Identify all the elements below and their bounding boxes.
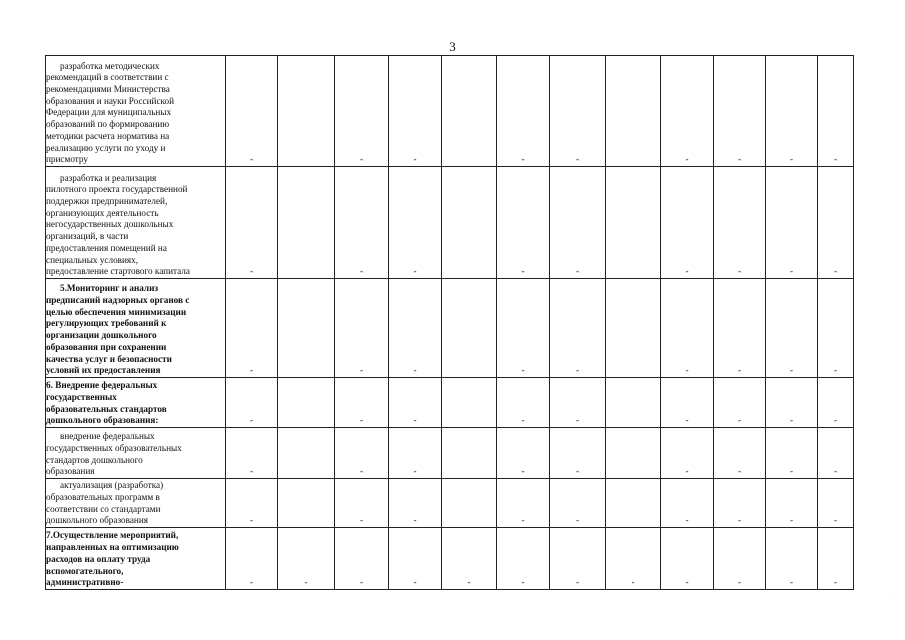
value-cell [442, 279, 497, 378]
description-line: предписаний надзорных органов с [46, 295, 190, 306]
value-cell: - [714, 479, 766, 528]
value-cell: - [661, 428, 714, 479]
value-cell: - [497, 378, 550, 428]
scan-mark: · [893, 590, 895, 596]
table-row [46, 167, 854, 279]
value-cell: - [766, 378, 818, 428]
value-cell: - [818, 378, 854, 428]
value-cell: - [335, 428, 389, 479]
description-line: разработка и реализация [60, 172, 157, 183]
row-description [46, 378, 226, 428]
description-line: качества услуг и безопасности [46, 353, 172, 364]
description-line: организаций, в части [46, 231, 129, 242]
value-cell: - [714, 428, 766, 479]
value-cell: - [550, 56, 606, 167]
value-cell [278, 167, 335, 279]
value-cell: - [766, 428, 818, 479]
value-cell: - [714, 378, 766, 428]
row-description [46, 479, 226, 528]
value-cell [442, 167, 497, 279]
value-cell: - [818, 428, 854, 479]
value-cell [606, 428, 661, 479]
value-cell: - [226, 428, 278, 479]
value-cell [606, 167, 661, 279]
value-cell: - [389, 428, 442, 479]
value-cell: - [550, 378, 606, 428]
description-line: пилотного проекта государственной [46, 184, 188, 195]
value-cell: - [661, 167, 714, 279]
description-line: присмотру [46, 154, 88, 165]
description-line: дошкольного образования [46, 515, 148, 526]
value-cell [442, 378, 497, 428]
description-line: административно- [46, 577, 124, 588]
description-line: направленных на оптимизацию [46, 542, 179, 553]
value-cell: - [550, 167, 606, 279]
value-cell: - [389, 279, 442, 378]
description-line: образования [46, 466, 95, 477]
value-cell: - [497, 279, 550, 378]
description-line: вспомогательного, [46, 565, 124, 576]
value-cell [606, 279, 661, 378]
row-description [46, 428, 226, 479]
description-line: соответствии со стандартами [46, 503, 161, 514]
plan-table [45, 55, 854, 590]
value-cell [278, 56, 335, 167]
description-line: государственных образовательных [46, 442, 182, 453]
row-description [46, 56, 226, 167]
value-cell: - [389, 479, 442, 528]
description-line: 5.Мониторинг и анализ [60, 283, 159, 294]
value-cell: - [766, 56, 818, 167]
row-description [46, 167, 226, 279]
value-cell [442, 428, 497, 479]
description-line: образовательных стандартов [46, 403, 167, 414]
value-cell: - [226, 528, 278, 590]
value-cell: - [226, 279, 278, 378]
description-line: поддержки предпринимателей, [46, 196, 168, 207]
table-row [46, 528, 854, 590]
description-line: актуализация (разработка) [60, 480, 164, 491]
description-line: образований по формированию [46, 119, 170, 130]
value-cell: - [389, 167, 442, 279]
table-body [46, 56, 854, 590]
value-cell: - [335, 279, 389, 378]
value-cell: - [335, 56, 389, 167]
value-cell: - [550, 279, 606, 378]
value-cell: - [818, 167, 854, 279]
value-cell: - [661, 56, 714, 167]
value-cell [606, 378, 661, 428]
description-line: условий их предоставления [46, 365, 161, 376]
value-cell: - [497, 528, 550, 590]
value-cell: - [497, 479, 550, 528]
value-cell: - [661, 479, 714, 528]
value-cell: - [714, 167, 766, 279]
value-cell: - [661, 279, 714, 378]
description-line: дошкольного образования: [46, 415, 159, 426]
value-cell: - [335, 528, 389, 590]
value-cell: - [714, 56, 766, 167]
value-cell: - [389, 378, 442, 428]
value-cell: - [335, 167, 389, 279]
value-cell: - [818, 279, 854, 378]
value-cell: - [550, 428, 606, 479]
value-cell: - [550, 479, 606, 528]
value-cell: - [389, 56, 442, 167]
description-line: образования и науки Российской [46, 95, 175, 106]
description-line: государственных [46, 391, 117, 402]
value-cell: - [226, 378, 278, 428]
description-line: целью обеспечения минимизации [46, 306, 187, 317]
description-line: организующих деятельность [46, 207, 159, 218]
value-cell [278, 279, 335, 378]
description-line: 7.Осуществление мероприятий, [46, 530, 179, 541]
value-cell [278, 479, 335, 528]
value-cell [606, 56, 661, 167]
table-row [46, 56, 854, 167]
row-description [46, 279, 226, 378]
value-cell: - [766, 528, 818, 590]
description-line: разработка методических [60, 60, 160, 71]
table-row [46, 428, 854, 479]
value-cell: - [818, 56, 854, 167]
table-row [46, 279, 854, 378]
value-cell: - [714, 528, 766, 590]
value-cell: - [497, 167, 550, 279]
description-line: рекомендаций в соответствии с [46, 72, 169, 83]
description-line: реализацию услуги по уходу и [46, 142, 166, 153]
table-row [46, 378, 854, 428]
value-cell: - [661, 528, 714, 590]
value-cell: - [497, 428, 550, 479]
value-cell: - [497, 56, 550, 167]
page-number: 3 [449, 39, 456, 54]
value-cell: - [606, 528, 661, 590]
description-line: расходов на оплату труда [46, 553, 151, 564]
value-cell [278, 428, 335, 479]
value-cell: - [714, 279, 766, 378]
value-cell [442, 479, 497, 528]
description-line: методики расчета норматива на [46, 130, 170, 141]
description-line: стандартов дошкольного [46, 454, 143, 465]
value-cell: - [226, 167, 278, 279]
value-cell: - [766, 279, 818, 378]
value-cell: - [226, 56, 278, 167]
description-line: рекомендациями Министерства [46, 84, 170, 95]
description-line: предоставление стартового капитала [46, 266, 190, 277]
value-cell: - [278, 528, 335, 590]
description-line: негосударственных дошкольных [46, 219, 174, 230]
value-cell [442, 56, 497, 167]
value-cell: - [389, 528, 442, 590]
value-cell: - [335, 378, 389, 428]
row-description [46, 528, 226, 590]
description-line: образования при сохранении [46, 341, 167, 352]
value-cell [606, 479, 661, 528]
description-line: внедрение федеральных [60, 431, 155, 442]
value-cell: - [766, 167, 818, 279]
table-row [46, 479, 854, 528]
value-cell: - [766, 479, 818, 528]
description-line: Федерации для муниципальных [46, 107, 172, 118]
value-cell: - [442, 528, 497, 590]
value-cell: - [226, 479, 278, 528]
value-cell [278, 378, 335, 428]
value-cell: - [335, 479, 389, 528]
value-cell: - [661, 378, 714, 428]
description-line: организации дошкольного [46, 330, 157, 341]
description-line: специальных условиях, [46, 254, 139, 265]
value-cell: - [550, 528, 606, 590]
description-line: образовательных программ в [46, 491, 160, 502]
value-cell: - [818, 479, 854, 528]
description-line: предоставления помещений на [46, 242, 167, 253]
description-line: 6. Внедрение федеральных [46, 380, 158, 391]
value-cell: - [818, 528, 854, 590]
description-line: регулирующих требований к [46, 318, 167, 329]
